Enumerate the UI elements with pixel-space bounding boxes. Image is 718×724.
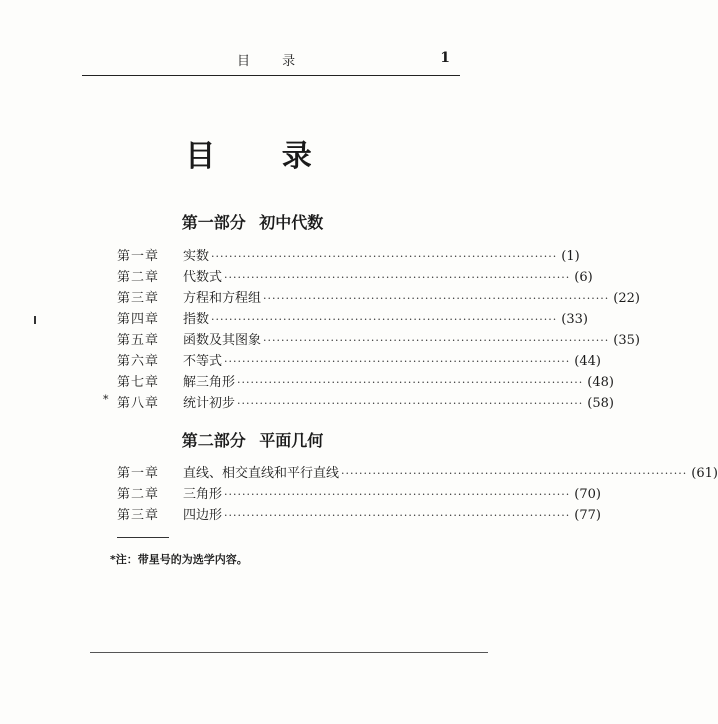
chapter-page: (6) <box>574 270 593 285</box>
toc-entry[interactable] <box>0 329 640 350</box>
chapter-number: 第三章 <box>117 291 160 306</box>
toc-entry[interactable] <box>0 483 601 504</box>
dot-leader: ············································································· <box>224 509 571 522</box>
chapter-title: 指数 <box>183 312 210 327</box>
toc-entry[interactable] <box>0 266 593 287</box>
chapter-page: (44) <box>574 354 601 369</box>
toc-entry[interactable] <box>0 308 588 329</box>
chapter-number: 第五章 <box>117 333 160 348</box>
running-head-title: 目 录 <box>237 54 310 69</box>
chapter-title: 实数 <box>183 249 210 264</box>
dot-leader: ············································································· <box>263 334 610 347</box>
chapter-number: 第一章 <box>117 249 160 264</box>
part-one-title: 第一部分 初中代数 <box>181 213 324 232</box>
chapter-title: 统计初步 <box>183 396 236 411</box>
page-number: 1 <box>440 50 450 66</box>
page-title: 目 录 <box>185 139 340 174</box>
chapter-title: 四边形 <box>183 508 223 523</box>
chapter-title: 方程和方程组 <box>183 291 262 306</box>
chapter-number: 第六章 <box>117 354 160 369</box>
toc-part-one <box>0 245 640 413</box>
dot-leader: ············································································· <box>224 355 571 368</box>
toc-entry[interactable] <box>0 350 601 371</box>
optional-star-marker: * <box>103 393 109 406</box>
chapter-title: 三角形 <box>183 487 223 502</box>
dot-leader: ············································································· <box>341 467 688 480</box>
dot-leader: ············································································· <box>211 250 558 263</box>
chapter-number: 第一章 <box>117 466 160 481</box>
footnote-rule <box>117 537 169 538</box>
chapter-number: 第三章 <box>117 508 160 523</box>
dot-leader: ············································································· <box>224 488 571 501</box>
dot-leader: ············································································· <box>224 271 571 284</box>
chapter-title: 函数及其图象 <box>183 333 262 348</box>
dot-leader: ············································································· <box>211 313 558 326</box>
toc-entry[interactable] <box>0 287 640 308</box>
chapter-number: 第八章 <box>117 396 160 411</box>
chapter-page: (70) <box>574 487 601 502</box>
footnote: *注：带星号的为选学内容。 <box>110 553 248 566</box>
chapter-page: (33) <box>561 312 588 327</box>
chapter-number: 第四章 <box>117 312 160 327</box>
dot-leader: ············································································· <box>237 397 584 410</box>
bottom-rule <box>90 652 488 653</box>
chapter-page: (61) <box>691 466 718 481</box>
header-rule <box>82 75 460 76</box>
chapter-page: (22) <box>613 291 640 306</box>
chapter-title: 不等式 <box>183 354 223 369</box>
chapter-page: (1) <box>561 249 580 264</box>
toc-entry[interactable] <box>0 245 580 266</box>
toc-part-two <box>0 462 718 525</box>
toc-entry[interactable] <box>0 392 614 413</box>
toc-entry[interactable] <box>0 462 718 483</box>
dot-leader: ············································································· <box>263 292 610 305</box>
chapter-page: (48) <box>587 375 614 390</box>
chapter-number: 第七章 <box>117 375 160 390</box>
running-head <box>82 50 462 70</box>
chapter-page: (35) <box>613 333 640 348</box>
toc-entry[interactable] <box>0 504 601 525</box>
part-two-title: 第二部分 平面几何 <box>181 431 324 450</box>
chapter-title: 解三角形 <box>183 375 236 390</box>
chapter-number: 第二章 <box>117 270 160 285</box>
chapter-number: 第二章 <box>117 487 160 502</box>
dot-leader: ············································································· <box>237 376 584 389</box>
toc-entry[interactable] <box>0 371 614 392</box>
chapter-title: 直线、相交直线和平行直线 <box>183 466 340 481</box>
chapter-page: (77) <box>574 508 601 523</box>
chapter-page: (58) <box>587 396 614 411</box>
chapter-title: 代数式 <box>183 270 223 285</box>
